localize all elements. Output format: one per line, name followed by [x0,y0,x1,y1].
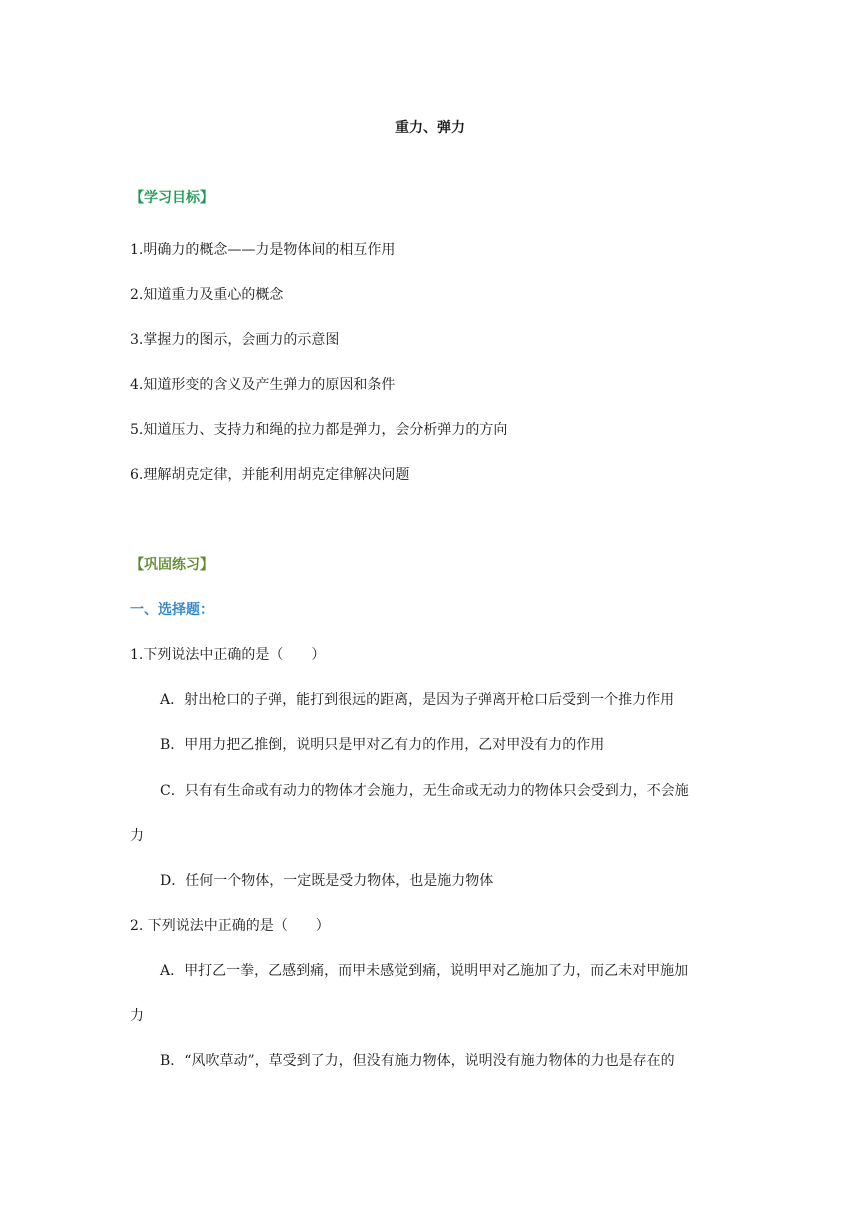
objective-item-6: 6.理解胡克定律，并能利用胡克定律解决问题 [130,467,410,483]
objective-item-2: 2.知道重力及重心的概念 [130,287,284,303]
page-title: 重力、弹力 [395,120,465,136]
question-1-option-d: D．任何一个物体，一定既是受力物体，也是施力物体 [160,873,494,889]
question-2-option-b: B．“风吹草动”，草受到了力，但没有施力物体，说明没有施力物体的力也是存在的 [160,1053,675,1069]
question-1-option-c-continued: 力 [130,828,144,844]
objective-item-5: 5.知道压力、支持力和绳的拉力都是弹力，会分析弹力的方向 [130,422,508,438]
question-1-stem: 1.下列说法中正确的是（ ） [130,647,326,663]
section-heading-choice: 一、选择题： [130,602,214,618]
question-2-option-a: A．甲打乙一拳，乙感到痛，而甲未感觉到痛，说明甲对乙施加了力，而乙未对甲施加 [160,963,689,979]
question-1-option-c: C．只有有生命或有动力的物体才会施力，无生命或无动力的物体只会受到力，不会施 [160,783,689,799]
objectives-heading: 【学习目标】 [130,190,214,206]
question-1-option-b: B．甲用力把乙推倒，说明只是甲对乙有力的作用，乙对甲没有力的作用 [160,737,605,753]
question-2-option-a-continued: 力 [130,1008,144,1024]
objective-item-1: 1.明确力的概念——力是物体间的相互作用 [130,242,396,258]
objective-item-3: 3.掌握力的图示，会画力的示意图 [130,332,340,348]
question-2-stem: 2. 下列说法中正确的是（ ） [130,918,330,934]
objective-item-4: 4.知道形变的含义及产生弹力的原因和条件 [130,377,396,393]
practice-heading: 【巩固练习】 [130,557,214,573]
question-1-option-a: A．射出枪口的子弹，能打到很远的距离，是因为子弹离开枪口后受到一个推力作用 [160,692,675,708]
